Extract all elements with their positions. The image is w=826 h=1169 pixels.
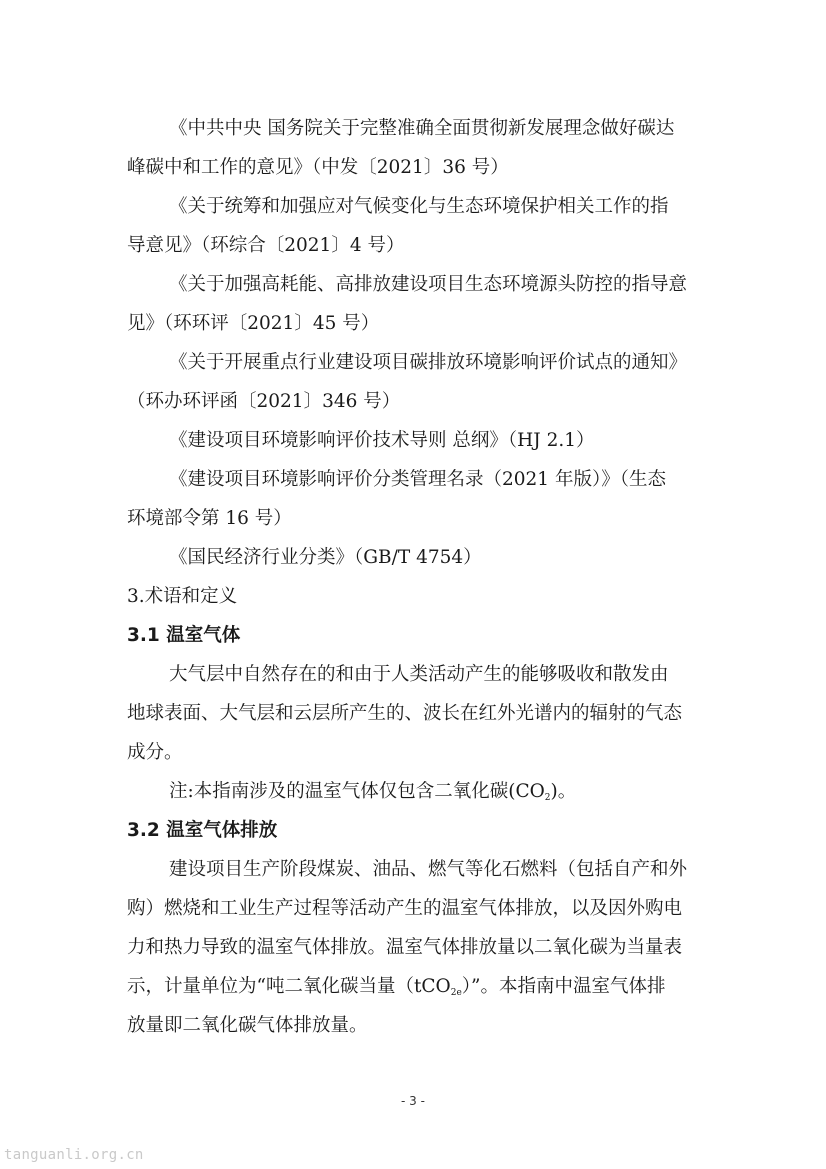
section-3-heading: 3.术语和定义: [127, 586, 238, 607]
reference-5-line1: 《建设项目环境影响评价技术导则 总纲》（HJ 2.1）: [169, 430, 595, 451]
s32-para-line3: 力和热力导致的温室气体排放。温室气体排放量以二氧化碳为当量表: [127, 937, 683, 958]
section-3-2-heading: 3.2 温室气体排放: [127, 820, 278, 841]
watermark: tanguanli.org.cn: [4, 1147, 144, 1163]
s31-note: [169, 779, 826, 811]
reference-7-line1: 《国民经济行业分类》（GB/T 4754）: [169, 547, 482, 568]
s31-note-subscript: 2: [544, 793, 551, 803]
s32-line4-subscript: 2e: [450, 988, 462, 998]
s32-para-line5: 放量即二氧化碳气体排放量。: [127, 1015, 368, 1036]
reference-4-line2: （环办环评函〔2021〕346 号）: [127, 391, 401, 412]
s32-para-line2: 购）燃烧和工业生产过程等活动产生的温室气体排放，以及因外购电: [127, 898, 683, 919]
s31-para-line1: 大气层中自然存在的和由于人类活动产生的能够吸收和散发由: [169, 664, 669, 685]
s31-para-line2: 地球表面、大气层和云层所产生的、波长在红外光谱内的辐射的气态: [127, 703, 683, 724]
s31-note-text: 注:本指南涉及的温室气体仅包含二氧化碳(CO: [169, 781, 545, 802]
s32-line4-text: 示，计量单位为“吨二氧化碳当量（tCO: [127, 976, 451, 997]
reference-6-line2: 环境部令第 16 号）: [127, 508, 292, 529]
page-number: - 3 -: [401, 1094, 425, 1108]
s31-para-line3: 成分。: [127, 742, 183, 763]
s31-note-end: )。: [550, 781, 577, 802]
section-3-1-heading: 3.1 温室气体: [127, 625, 241, 646]
s32-para-line4: [127, 974, 826, 1006]
reference-2-line2: 导意见》（环综合〔2021〕4 号）: [127, 235, 405, 256]
reference-3-line2: 见》（环环评〔2021〕45 号）: [127, 313, 380, 334]
reference-1-line2: 峰碳中和工作的意见》（中发〔2021〕36 号）: [127, 157, 509, 178]
reference-4-line1: 《关于开展重点行业建设项目碳排放环境影响评价试点的通知》: [169, 352, 688, 373]
reference-3-line1: 《关于加强高耗能、高排放建设项目生态环境源头防控的指导意: [169, 274, 688, 295]
s32-line4-end: ）”。本指南中温室气体排: [461, 976, 666, 997]
reference-1-line1: 《中共中央 国务院关于完整准确全面贯彻新发展理念做好碳达: [169, 118, 675, 139]
reference-6-line1: 《建设项目环境影响评价分类管理名录（2021 年版）》（生态: [169, 469, 666, 490]
s32-para-line1: 建设项目生产阶段煤炭、油品、燃气等化石燃料（包括自产和外: [169, 859, 688, 880]
reference-2-line1: 《关于统筹和加强应对气候变化与生态环境保护相关工作的指: [169, 196, 669, 217]
